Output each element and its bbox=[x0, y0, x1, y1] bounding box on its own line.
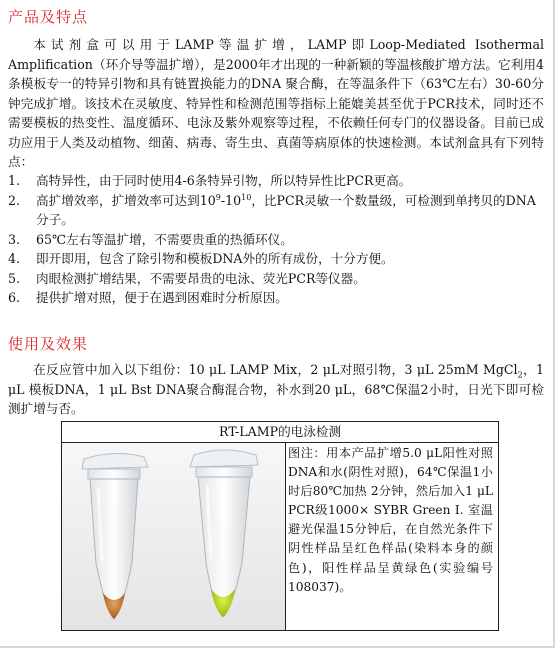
feature-list bbox=[8, 171, 548, 308]
feature-item: 2. 高扩增效率，扩增效率可达到$10^9-10^{10}$，比PCR灵敏一个数量级，可检测到单拷贝的DNA分子。 bbox=[8, 192, 536, 227]
usage-paragraph: 在反应管中加入以下组份：10 μL LAMP Mix，2 μL对照引物，3 μL 25mM MgCl$_2$，1 μL 模板DNA，1 μL Bst DNA聚合酶混合物，补水到20 μL，68℃保温2小时，日光下即可检测扩增与否。 bbox=[8, 362, 544, 416]
feature-item: 4. 即开即用，包含了除引物和模板DNA外的所有成份，十分方便。 bbox=[8, 251, 394, 266]
intro-paragraph: 本试剂盒可以用于LAMP等温扩增，LAMP即Loop-Mediated Isothermal Amplification（环介导等温扩增），是2000年才出现的一种新颖的等温核酸扩增方法。它利用4条模板专一的特异引物和具有链置换能力的DNA 聚合酶，在等温条件下（63℃左右）30-60分钟完成扩增。该技术在灵敏度、特异性和检测范围等指标上能媲美甚至优于PCR技术，同时还不需要模板的热变性、温度循环、电泳及紫外观察等过程，不依赖任何专门的仪器设备。目前已成功应用于人类及动植物、细菌、病毒、寄生虫、真菌等病原体的快速检测。本试剂盒具有下列特点： bbox=[8, 37, 544, 169]
feature-item: 1. 高特异性，由于同时使用4-6条特异引物，所以特异性比PCR更高。 bbox=[8, 173, 412, 188]
feature-item: 3. 65℃左右等温扩增，不需要贵重的热循环仪。 bbox=[8, 231, 293, 247]
figure-caption: 图注：用本产品扩增5.0 μL阳性对照DNA和水(阴性对照)，64℃保温1小时后80℃加热 2分钟，然后加入1 μL PCR级1000× SYBR Green I. 室温避光保温15分钟后，在自然光条件下阴性样品呈红色样品(染料本身的颜色)，阳性样品呈黄绿色(实验编号108037)。 bbox=[288, 446, 493, 594]
figure-title: RT-LAMP的电泳检测 bbox=[62, 422, 498, 443]
tube-photo bbox=[62, 443, 286, 630]
usage-heading: 使用及效果 bbox=[8, 335, 89, 353]
feature-item: 6. 提供扩增对照，便于在遇到困难时分析原因。 bbox=[8, 290, 288, 305]
features-heading: 产品及特点 bbox=[8, 8, 89, 26]
figure-table bbox=[61, 421, 499, 631]
feature-item: 5. 肉眼检测扩增结果，不需要昂贵的电泳、荧光PCR等仪器。 bbox=[8, 270, 366, 286]
